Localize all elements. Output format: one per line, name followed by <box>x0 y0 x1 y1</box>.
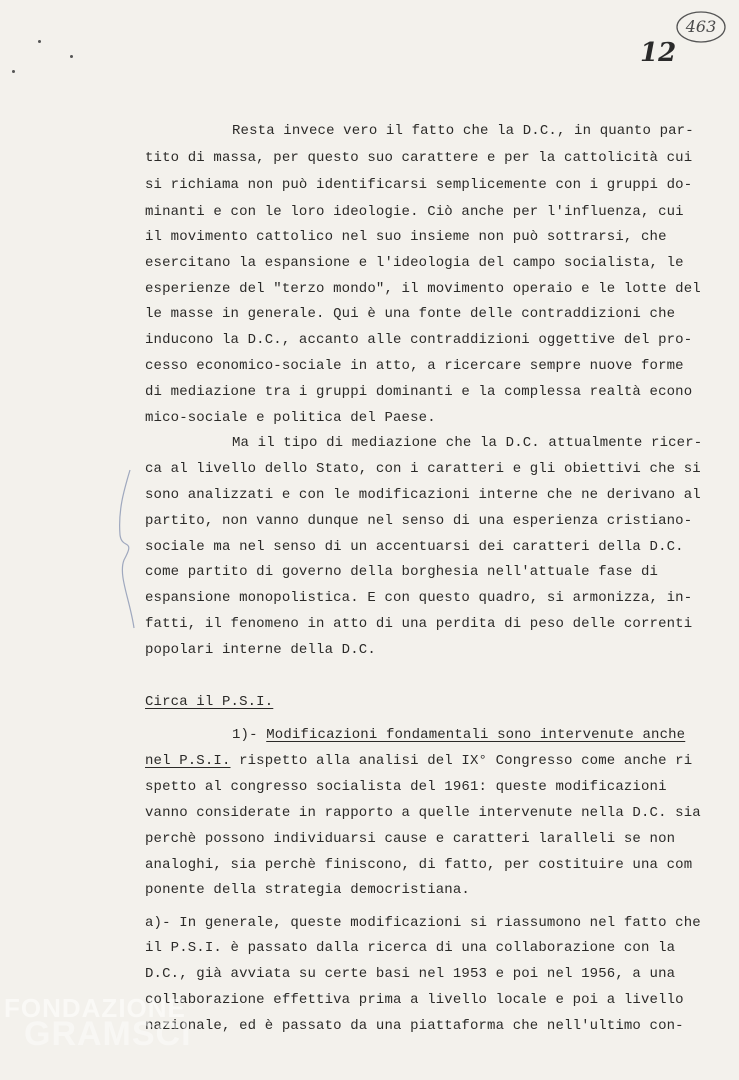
text-line: minanti e con le loro ideologie. Ciò anche per l'influenza, cui <box>145 204 684 220</box>
text-line: sono analizzati e con le modificazioni interne che ne derivano al <box>145 487 701 503</box>
archive-number <box>675 10 727 44</box>
text-line: collaborazione effettiva prima a livello locale e poi a livello <box>145 992 684 1008</box>
text-line: esercitano la espansione e l'ideologia del campo socialista, le <box>145 255 684 271</box>
text-line: le masse in generale. Qui è una fonte delle contraddizioni che <box>145 306 676 322</box>
watermark-line: FONDAZIONE <box>4 993 186 1023</box>
text-line: ca al livello dello Stato, con i caratteri e gli obiettivi che si <box>145 461 701 477</box>
text-line: espansione monopolistica. E con questo quadro, si armonizza, in- <box>145 590 693 606</box>
page-number: 12 <box>640 38 677 68</box>
text-line <box>232 727 685 743</box>
text-line: popolari interne della D.C. <box>145 642 376 658</box>
margin-pencil-mark <box>110 460 140 640</box>
text-line: si richiama non può identificarsi semplicemente con i gruppi do- <box>145 177 693 193</box>
watermark-line: GRAMSCI <box>24 1015 192 1053</box>
text-line: perchè possono individuarsi cause e caratteri laralleli se non <box>145 831 676 847</box>
text-line: esperienze del "terzo mondo", il movimento operaio e le lotte del <box>145 281 701 297</box>
archive-number-text: 463 <box>685 17 717 36</box>
text-line: analoghi, sia perchè finiscono, di fatto, per costituire una com <box>145 857 693 873</box>
text-line: a)- In generale, queste modificazioni si riassumono nel fatto che <box>145 915 701 931</box>
text-line: Resta invece vero il fatto che la D.C., in quanto par- <box>232 123 694 139</box>
text-line: spetto al congresso socialista del 1961: queste modificazioni <box>145 779 667 795</box>
text-line: di mediazione tra i gruppi dominanti e la complessa realtà econo <box>145 384 693 400</box>
text-line: partito, non vanno dunque nel senso di una esperienza cristiano- <box>145 513 693 529</box>
text-line: inducono la D.C., accanto alle contraddizioni oggettive del pro- <box>145 332 693 348</box>
underlined-text: nel P.S.I. <box>145 753 231 769</box>
text-line: D.C., già avviata su certe basi nel 1953 e poi nel 1956, a una <box>145 966 676 982</box>
text-line: come partito di governo della borghesia nell'attuale fase di <box>145 564 659 580</box>
text-line: il P.S.I. è passato dalla ricerca di una collaborazione con la <box>145 940 676 956</box>
text-line: sociale ma nel senso di un accentuarsi dei caratteri della D.C. <box>145 539 684 555</box>
text-line: cesso economico-sociale in atto, a ricercare sempre nuove forme <box>145 358 684 374</box>
text-line: fatti, il fenomeno in atto di una perdita di peso delle correnti <box>145 616 693 632</box>
section-heading: Circa il P.S.I. <box>145 694 274 710</box>
text-line: mico-sociale e politica del Paese. <box>145 410 436 426</box>
text-run: rispetto alla analisi del IX° Congresso come anche ri <box>230 753 693 769</box>
text-line: Ma il tipo di mediazione che la D.C. attualmente ricer- <box>232 435 703 451</box>
text-line: tito di massa, per questo suo carattere e per la cattolicità cui <box>145 150 693 166</box>
text-line: vanno considerate in rapporto a quelle intervenute nella D.C. sia <box>145 805 701 821</box>
text-line <box>145 753 692 769</box>
watermark-logo <box>4 993 192 1053</box>
underlined-text: Modificazioni fondamentali sono intervenute anche <box>266 727 686 743</box>
point-number: 1)- <box>232 727 267 743</box>
text-line: nazionale, ed è passato da una piattaforma che nell'ultimo con- <box>145 1018 684 1034</box>
text-line: ponente della strategia democristiana. <box>145 882 470 898</box>
text-line: il movimento cattolico nel suo insieme non può sottrarsi, che <box>145 229 667 245</box>
